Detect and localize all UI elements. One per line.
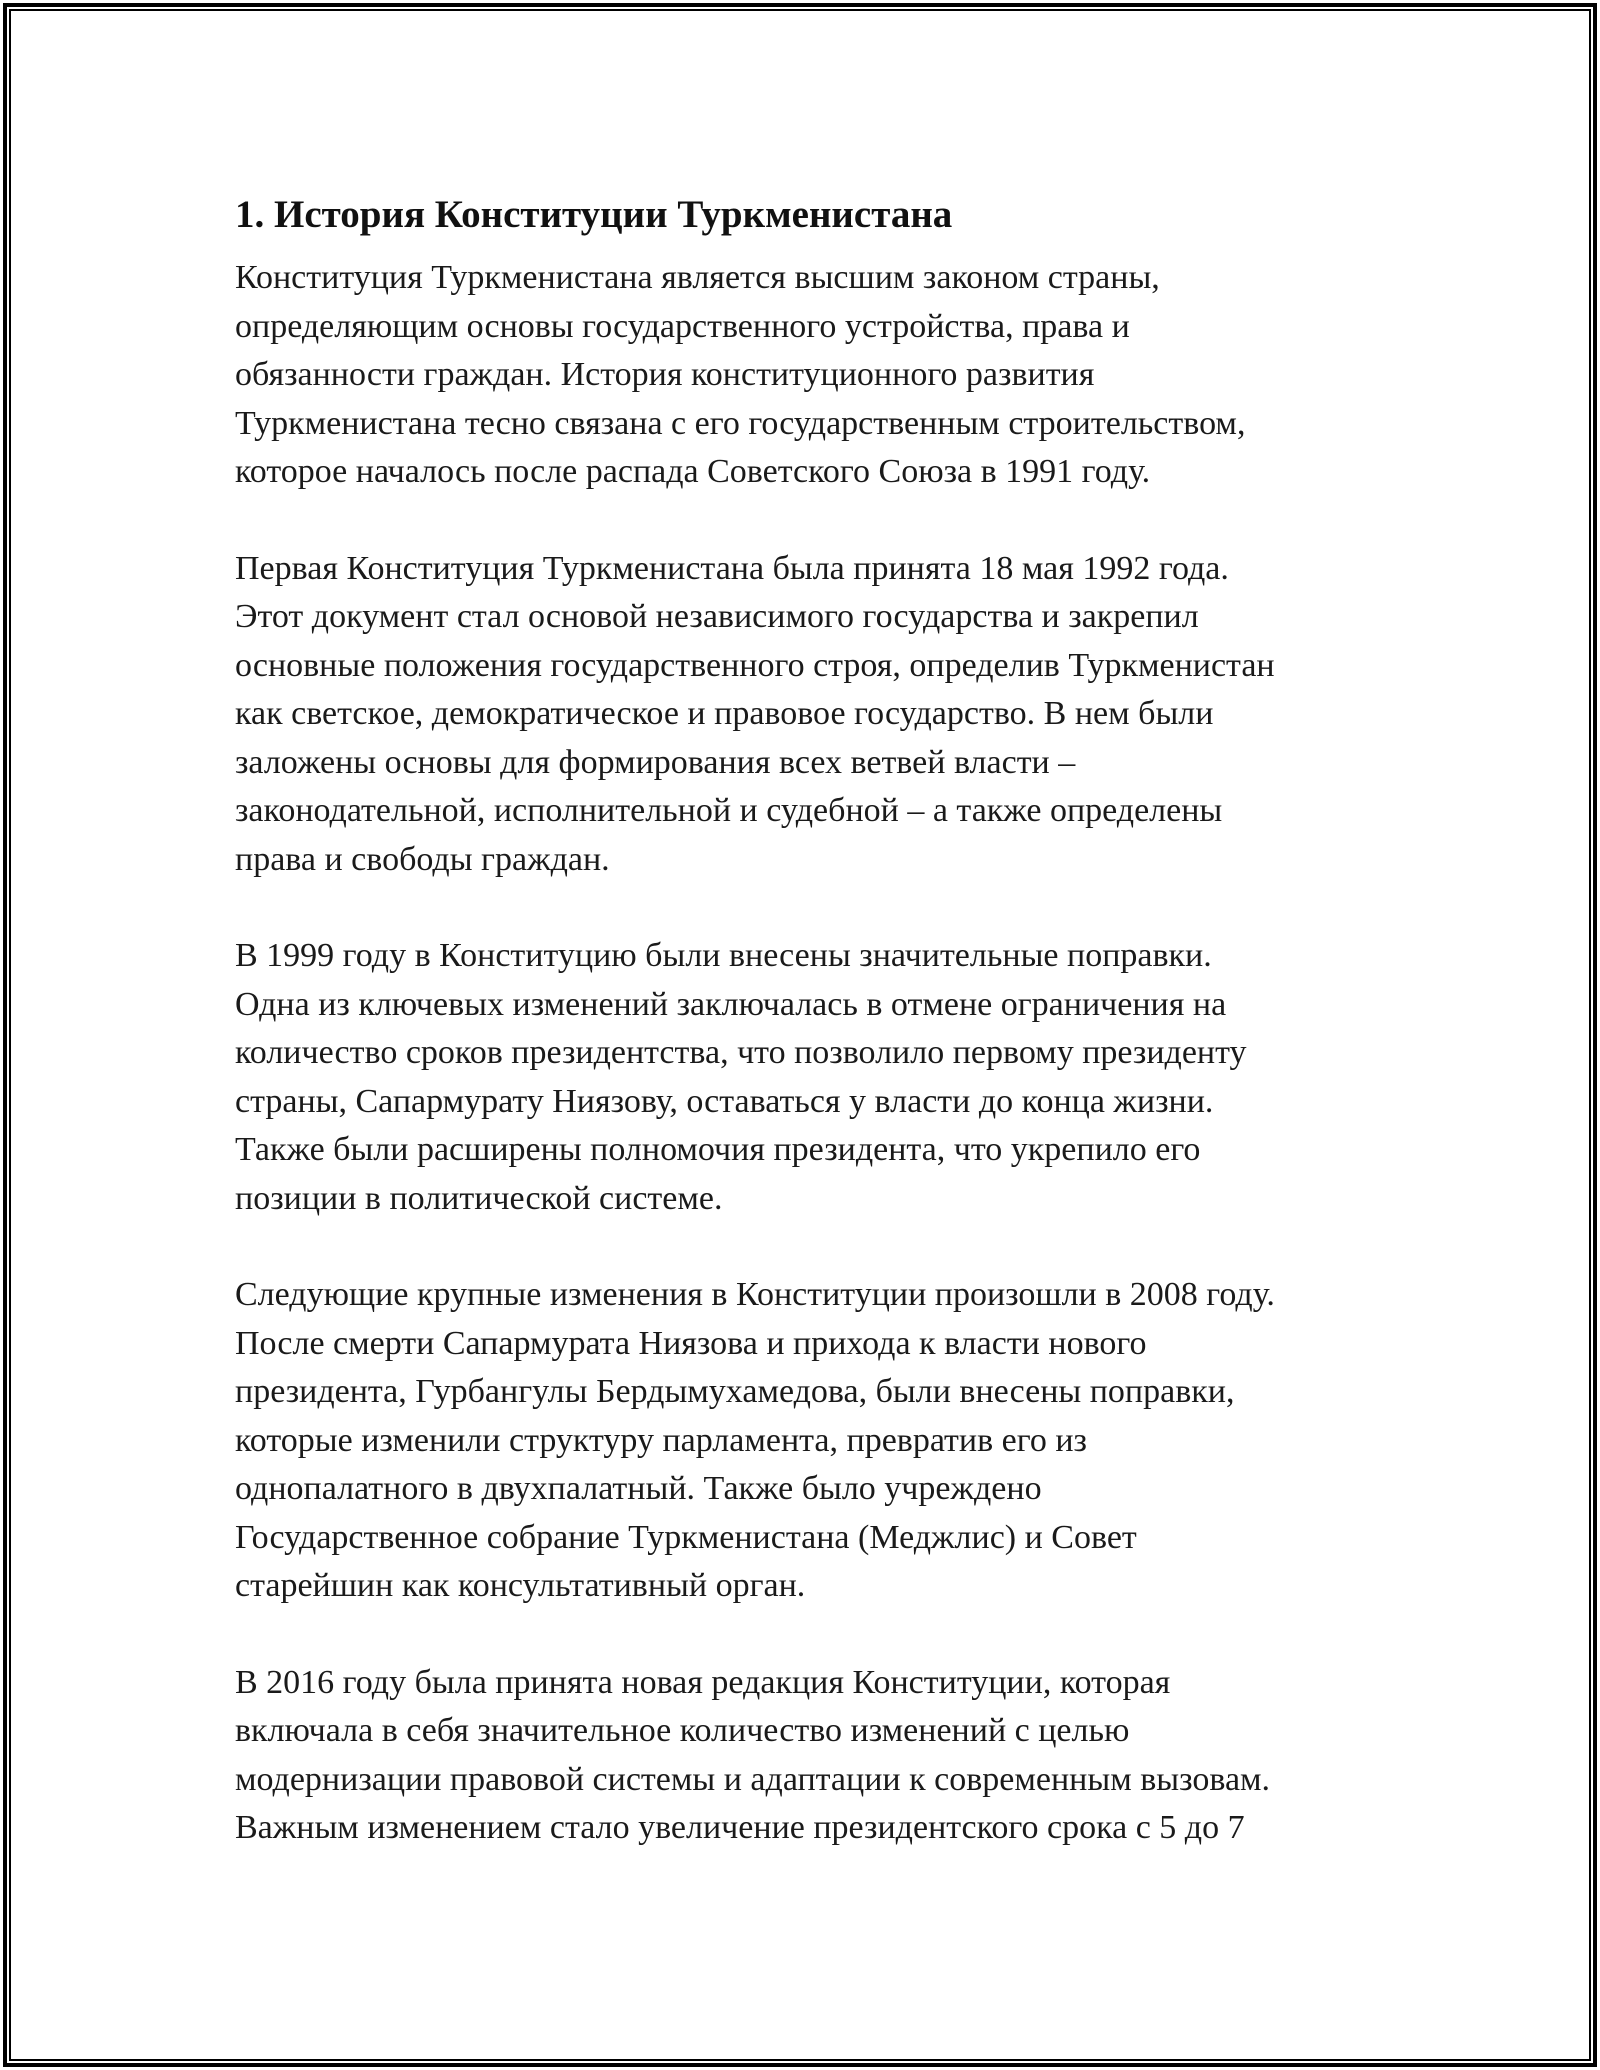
paragraph-1992 xyxy=(235,545,1400,885)
text-line: президента, Гурбангулы Бердымухамедова, были внесены поправки, xyxy=(235,1373,1235,1410)
paragraph-2008 xyxy=(235,1271,1400,1611)
text-line: Одна из ключевых изменений заключалась в отмене ограничения на xyxy=(235,985,1227,1023)
text-line: права и свободы граждан. xyxy=(235,840,610,878)
text-line: В 1999 году в Конституцию были внесены значительные поправки. xyxy=(235,937,1212,974)
text-line: Следующие крупные изменения в Конституции произошли в 2008 году. xyxy=(235,1276,1275,1313)
text-line: Конституция Туркменистана является высшим законом страны, xyxy=(235,259,1160,296)
text-line: После смерти Сапармурата Ниязова и прихода к власти нового xyxy=(235,1324,1147,1362)
text-line: которые изменили структуру парламента, превратив его из xyxy=(235,1421,1087,1459)
document-body xyxy=(235,190,1400,1901)
text-line: Туркменистана тесно связана с его государственным строительством, xyxy=(235,404,1246,442)
text-line: Первая Конституция Туркменистана была принята 18 мая 1992 года. xyxy=(235,549,1229,587)
text-line: обязанности граждан. История конституционного развития xyxy=(235,356,1095,393)
text-line: законодательной, исполнительной и судебной – а также определены xyxy=(235,792,1223,829)
text-line: заложены основы для формирования всех ветвей власти – xyxy=(235,743,1076,781)
text-line: определяющим основы государственного устройства, права и xyxy=(235,307,1130,345)
text-line: Этот документ стал основой независимого государства и закрепил xyxy=(235,598,1199,635)
paragraph-1999 xyxy=(235,932,1400,1223)
text-line: страны, Сапармурату Ниязову, оставаться у власти до конца жизни. xyxy=(235,1082,1214,1120)
text-line: Также были расширены полномочия президента, что укрепило его xyxy=(235,1131,1201,1168)
text-line: включала в себя значительное количество изменений с целью xyxy=(235,1712,1130,1749)
text-line: В 2016 году была принята новая редакция Конституции, которая xyxy=(235,1663,1171,1701)
text-line: основные положения государственного строя, определив Туркменистан xyxy=(235,646,1275,684)
text-line: старейшин как консультативный орган. xyxy=(235,1567,806,1604)
text-line: Государственное собрание Туркменистана (Меджлис) и Совет xyxy=(235,1518,1137,1556)
text-line: как светское, демократическое и правовое государство. В нем были xyxy=(235,695,1214,732)
text-line: которое началось после распада Советского Союза в 1991 году. xyxy=(235,453,1151,490)
paragraph-2016 xyxy=(235,1659,1400,1853)
text-line: однопалатного в двухпалатный. Также было учреждено xyxy=(235,1470,1042,1507)
paragraph-intro xyxy=(235,254,1400,497)
text-line: Важным изменением стало увеличение президентского срока с 5 до 7 xyxy=(235,1809,1245,1846)
text-line: позиции в политической системе. xyxy=(235,1179,723,1217)
section-heading: 1. История Конституции Туркменистана xyxy=(235,193,953,236)
text-line: количество сроков президентства, что позволило первому президенту xyxy=(235,1034,1247,1071)
text-line: модернизации правовой системы и адаптации к современным вызовам. xyxy=(235,1760,1271,1798)
